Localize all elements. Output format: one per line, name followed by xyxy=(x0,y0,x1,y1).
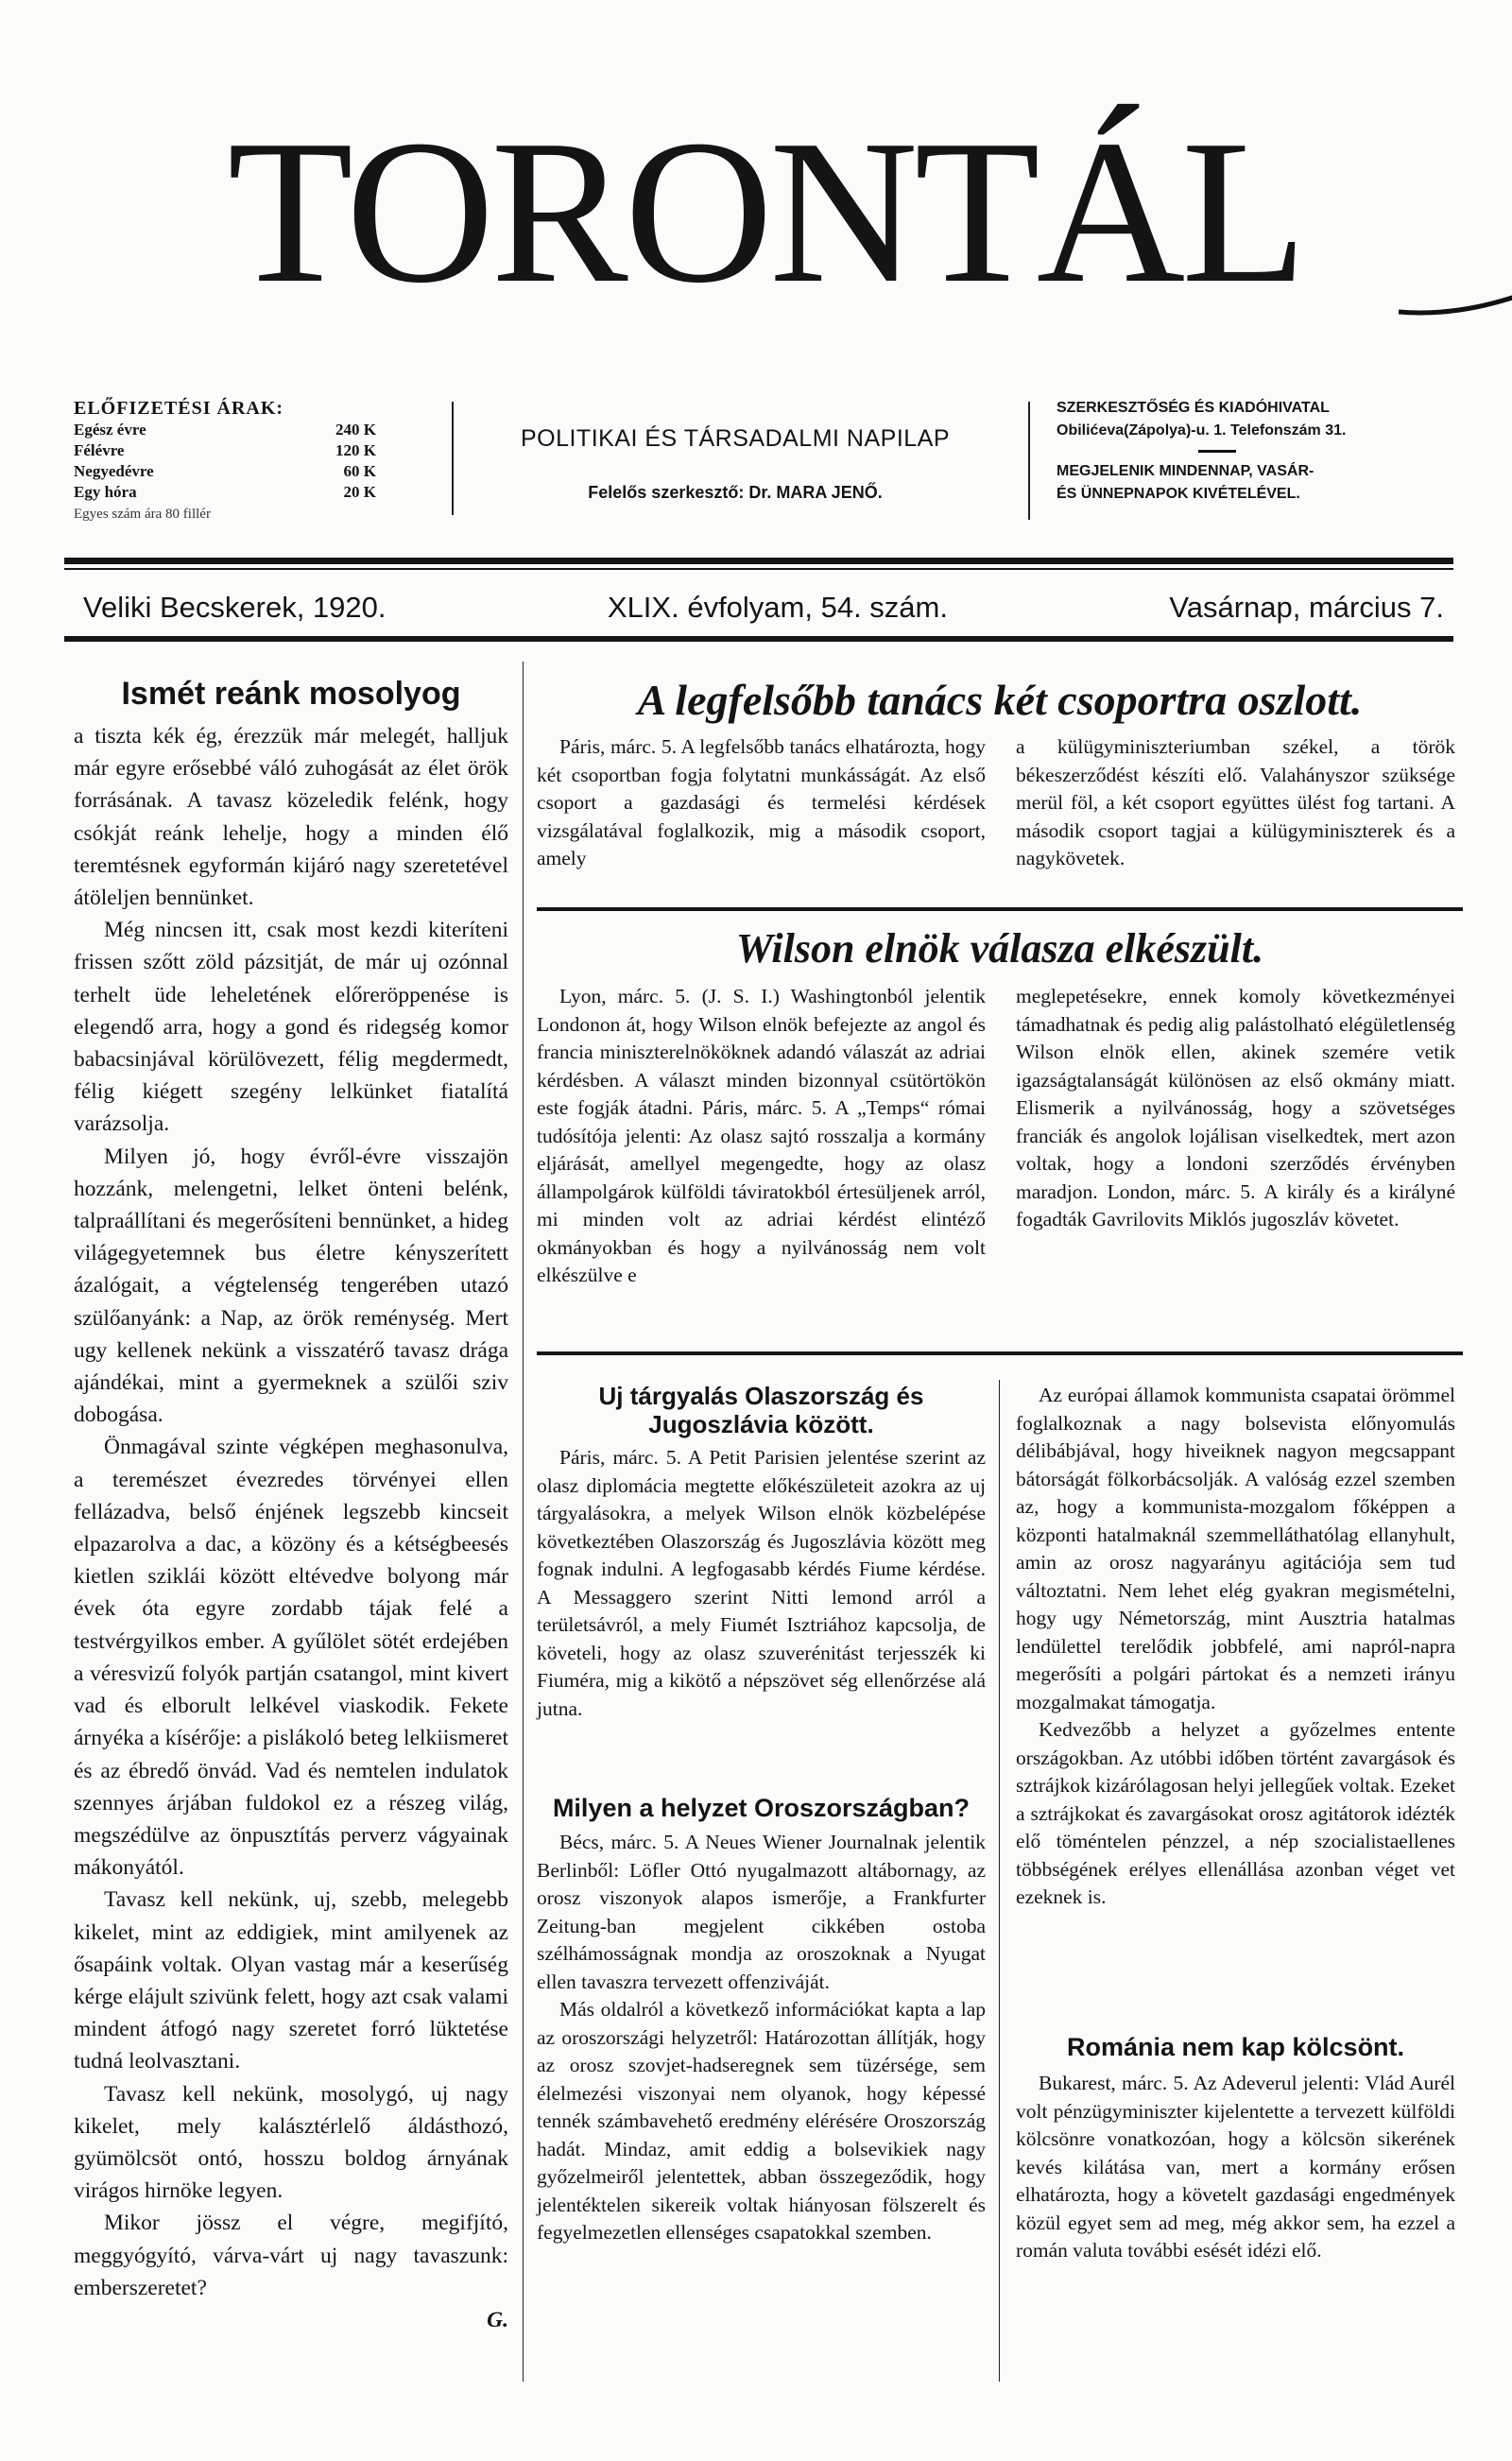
article-romania xyxy=(1016,2030,1455,2265)
paragraph: Az európai államok kommunista csapatai örömmel foglalkoznak a nagy bolsevista előnyomulás délibábjával, hogy hiveiknek nagyon megcsappant bátorságát fölkorbácsolják. A valóság ezzel szemben az, hogy a kommunista-mozgalom főképpen a központi hatalmaknál szemmelláthatólag ellanyhult, amin az orosz nagyarányu agitációja sem tud változtatni. Nem lehet elég gyakran megismételni, hogy ugy Németország, mint Ausztria hatalmas lendülettel terelődik jobbfelé, ami napról-napra megerősíti a polgári pártokat és a nemzeti irányu mozgalmakat támogatja. xyxy=(1016,1384,1455,1713)
signature: G. xyxy=(487,2307,508,2332)
flourish-ornament xyxy=(1399,284,1512,321)
paragraph: Bukarest, márc. 5. Az Adeverul jelenti: Vlád Aurél volt pénzügyminiszter kijelentette a tervezett külföldi kölcsönre vonatkozóan, hogy a kölcsön sikerének kevés kilátása van, mert a kormány erősen elhatározta, hogy a követelt gazdasági engedmények közül egyet sem ad meg, még akkor sem, ha ezzel a román valuta további esését idézi elő. xyxy=(1016,2072,1455,2262)
dateline-rule xyxy=(64,636,1453,642)
lead-article-title: Ismét reánk mosolyog xyxy=(121,676,461,712)
article-text: meglepetésekre, ennek komoly következményei támadhatnak és pedig alig palástolható elégületlenség Wilson elnök ellen, akinek szemére vetik igazságtalanságát különösen az első okmány miatt. Elismerik a nyilvánosság, hogy a szövetséges franciák és angolok lojálisan viselkedtek, mert azon voltak, hogy a londoni szerződés érvényben maradjon. London, márc. 5. A király és a királyné fogadták Gavrilovits Miklós jugoszláv követet. xyxy=(1016,985,1455,1230)
article-title: Románia nem kap kölcsönt. xyxy=(1066,2033,1405,2061)
divider xyxy=(452,402,454,515)
price-row: Egy hóra 20 K xyxy=(74,483,376,501)
article-text: Páris, márc. 5. A legfelsőbb tanács elhatározta, hogy két csoportban fogja folytatni munkásságát. Az első csoport a gazdasági és termelési kérdések vizsgálatával foglalkozik, mig a második csoport, amely xyxy=(537,735,986,869)
dateline-place: Veliki Becskerek, 1920. xyxy=(83,591,387,624)
paragraph: Más oldalról a következő információkat kapta a lap az oroszországi helyzetről: Határozottan állítják, hogy az orosz szovjet-hadseregnek sem tüzérsége, sem élelmezési viszonyai nem olyanok, hogy képessé tennék számbavehető eredmény elérésére Oroszország hadát. Mindaz, amit eddig a bolsevikiek nagy győzelmeiről jelentettek, abban összegeződik, hogy jelentéktelen sikereik voltak hiányosan fölszerelt és fegyelmezetlen ellenséges csapatokkal szemben. xyxy=(537,1998,986,2244)
section-rule xyxy=(537,907,1463,911)
paper-info xyxy=(461,425,1009,503)
article-oroszorszag xyxy=(537,1791,986,2247)
masthead-title: TORONTÁL xyxy=(227,98,1304,326)
article-kommunista xyxy=(1016,1382,1455,1912)
article-title: Uj tárgyalás Olaszország és Jugoszlávia között. xyxy=(598,1382,924,1438)
office-line: MEGJELENIK MINDENNAP, VASÁR- xyxy=(1057,463,1314,479)
office-info xyxy=(1057,397,1472,506)
top-rule-thin xyxy=(64,568,1453,570)
price-row: Egész évre 240 K xyxy=(74,421,376,439)
paragraph: Milyen jó, hogy évről-évre visszajön hozzánk, melengetni, lelket önteni belénk, talpraállítani és megerősíteni bennünket, a hideg világegyetemnek bus életre kényszerített ázalógait, a végtelenség tengerében utazó szülőanyánk: a Nap, az örök reménység. Mert ugy kellenek nekünk a visszatérő tavasz drága ajándékai, mint a gyermeknek a szülői sziv dobogása. xyxy=(74,1144,508,1428)
single-issue-price: Egyes szám ára 80 fillér xyxy=(74,507,211,522)
section-rule xyxy=(537,1351,1463,1355)
price-row: Negyedévre 60 K xyxy=(74,462,376,480)
office-address: Obilićeva(Zápolya)-u. 1. Telefonszám 31. xyxy=(1057,422,1347,439)
dateline-day: Vasárnap, március 7. xyxy=(1169,591,1444,624)
price-row: Félévre 120 K xyxy=(74,441,376,459)
paper-subtitle: POLITIKAI ÉS TÁRSADALMI NAPILAP xyxy=(520,425,951,452)
subscription-title: ELŐFIZETÉSI ÁRAK: xyxy=(74,398,284,419)
lead-article xyxy=(74,671,508,2336)
paragraph: Páris, márc. 5. A Petit Parisien jelentése szerint az olasz diplomácia megtette előkészületeit azokra az uj tárgyalásokra, a melyek Wilson elnök közbelépése következtében Olaszország és Jugoszlávia között meg fognak indulni. A legfogasabb kérdés Fiume kérdése. A Messaggero szerint Nitti lemond arról a területsávról, a mely Fiumét Isztriához kapcsolja, de követeli, hogy az olasz szuverénitást terjesszék ki Fiuméra, mig a kikötő a népszövet ség ellenőrzése alá jutna. xyxy=(537,1446,986,1720)
subscription-prices xyxy=(74,397,376,525)
dateline xyxy=(83,591,1444,625)
divider xyxy=(1028,402,1030,520)
article-title: Milyen a helyzet Oroszországban? xyxy=(552,1794,971,1822)
small-rule xyxy=(1198,450,1236,453)
paragraph: Önmagával szinte végképen meghasonulva, a teremészet évezredes törvényei ellen fellázadva, belső énjének legszebb kincseit elpazarolva a dac, a közöny és a kétségbeesés kietlen sziklái között eltévedve bolyong már évek óta egyre zordabb tájak felé a testvérgyilkos ember. A gyűlölet sötét erdejében a véresvizű folyók partján csatangol, mint kivert vad és elborult lelkével viaskodik. Fekete árnyéka a kísérője: a pislákoló beteg lelkiismeret és az ébredő önvád. Vad és nemtelen indulatok szennyes árjában fuldokol ez a részeg világ, megszédülve az önpusztítás perverz vágyainak mákonyától. xyxy=(74,1435,508,1881)
paragraph: a tiszta kék ég, érezzük már melegét, halljuk már egyre erősebbé váló zuhogását az élet örök forrásának. A tavasz közeledik felénk, hogy csókját reánk lehelje, hogy a minden élő teremtésnek egyformán kijáró nagy szeretetével átöleljen bennünket. xyxy=(74,724,508,911)
paragraph: Mikor jössz el végre, megifjító, meggyógyító, várva-várt uj nagy tavaszunk: emberszeretet? xyxy=(74,2211,508,2300)
article-olaszorszag xyxy=(537,1382,986,1723)
paragraph: Bécs, márc. 5. A Neues Wiener Journalnak jelentik Berlinből: Löfler Ottó nyugalmazott altábornagy, az orosz viszonyok alapos ismerője, a Frankfurter Zeitung-ban megjelent cikkében ostoba szélhámosságnak mondja az oroszoknak a Nyugat ellen tavaszra tervezett offenziváját. xyxy=(537,1831,986,1993)
column-divider xyxy=(523,662,524,2382)
article-title: A legfelsőbb tanács két csoportra oszlott. xyxy=(637,676,1363,724)
dateline-issue: XLIX. évfolyam, 54. szám. xyxy=(607,591,948,624)
paragraph: Tavasz kell nekünk, mosolygó, uj nagy kikelet, mely kalásztérlelő áldásthozó, gyümölcsöt ontó, hosszu boldog árnyának virágos hirnöke legyen. xyxy=(74,2081,508,2204)
article-text: a külügyminiszteriumban székel, a török békeszerződést készíti elő. Valahányszor szüksége merül föl, a két csoport együttes ülést fog tartani. A második csoport tagjai a külügyminiszterek és a nagykövetek. xyxy=(1016,735,1455,869)
paragraph: Kedvezőbb a helyzet a győzelmes entente országokban. Az utóbbi időben történt zavargások és sztrájkok kizárólagosan helyi jellegűek voltak. Ezeket a sztrájkokat és zavargásokat orosz agitátorok idézték elő töméntelen pénzzel, a nép szocialistaellenes többségének erélyes ellenállása azonban véget vet ezeknek is. xyxy=(1016,1718,1455,1908)
top-rule xyxy=(64,558,1453,564)
office-line: ÉS ÜNNEPNAPOK KIVÉTELÉVEL. xyxy=(1057,486,1300,502)
masthead xyxy=(76,98,1455,326)
article-text: Lyon, márc. 5. (J. S. I.) Washingtonból jelentik Londonon át, hogy Wilson elnök befejezte az angol és francia miniszterelnököknek adandó válaszát az adriai kérdésben. A választ minden bizonnyal csütörtökön este fogják átadni. Páris, márc. 5. A „Temps“ római tudósítója jelenti: Az olasz sajtó rosszalja a kormány eljárását, amellyel megengedte, hogy az olasz állampolgárok külföldi táviratokból értesüljenek arról, mi minden volt az adriai kérdést elintéző okmányokban és hogy a nyilvánosság nem volt elkészülve e xyxy=(537,985,986,1286)
article-title: Wilson elnök válasza elkészült. xyxy=(735,925,1264,972)
paragraph: Tavasz kell nekünk, uj, szebb, melegebb kikelet, mint az eddigiek, mint amilyenek az ősapáink voltak. Olyan vastag már a keserűség kérge elájult szivünk felett, hogy azt csak valami mindent átfogó nagy szeretet forró lüktetése tudná leolvasztani. xyxy=(74,1887,508,2074)
editor-line: Felelős szerkesztő: Dr. MARA JENŐ. xyxy=(588,483,883,502)
column-divider xyxy=(999,1380,1000,2382)
paragraph: Még nincsen itt, csak most kezdi kiteríteni frissen szőtt zöld pázsitját, de már uj ozónnal terhelt üde leheletének előreröppenése is elegendő arra, hogy a gond és ridegség komor babacsinjával körülövezett, félig megdermedt, félig kiégett szegény lelkünket fiatalítá varázsolja. xyxy=(74,918,508,1137)
office-line: SZERKESZTŐSÉG ÉS KIADÓHIVATAL xyxy=(1057,400,1330,416)
